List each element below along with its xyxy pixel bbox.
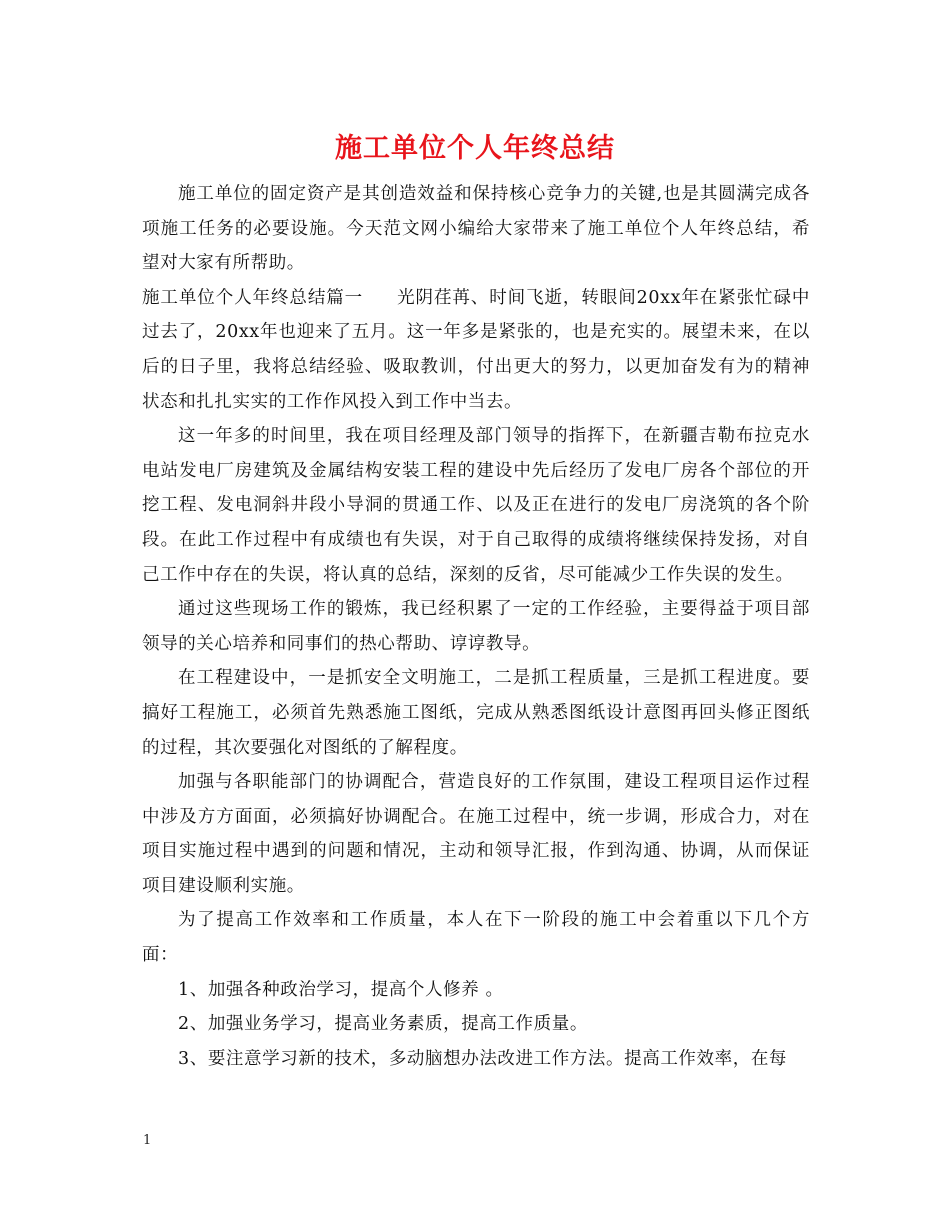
section-first-paragraph-text: 光阴荏苒、时间飞逝，转眼间20xx年在紧张忙碌中过去了，20xx年也迎来了五月。这一年多是紧张的，也是充实的。展望未来，在以后的日子里，我将总结经验、吸取教训，付出更大的努力，以更加奋发有为的精神状态和扎扎实实的工作作风投入到工作中当去。 xyxy=(142,287,811,412)
section-first-paragraph xyxy=(142,281,810,419)
intro-paragraph: 施工单位的固定资产是其创造效益和保持核心竞争力的关键,也是其圆满完成各项施工任务的必要设施。今天范文网小编给大家带来了施工单位个人年终总结，希望对大家有所帮助。 xyxy=(142,184,810,274)
body-paragraph: 加强与各职能部门的协调配合，营造良好的工作氛围，建设工程项目运作过程中涉及方方面面，必须搞好协调配合。在施工过程中，统一步调，形成合力，对在项目实施过程中遇到的问题和情况，主动和领导汇报，作到沟通、协调，从而保证项目建设顺利实施。 xyxy=(142,772,810,896)
page-number: 1 xyxy=(143,1133,152,1148)
list-item: 3、要注意学习新的技术，多动脑想办法改进工作方法。提高工作效率，在每 xyxy=(178,1048,788,1069)
body-paragraph: 在工程建设中，一是抓安全文明施工，二是抓工程质量，三是抓工程进度。要搞好工程施工，必须首先熟悉施工图纸，完成从熟悉图纸设计意图再回头修正图纸的过程，其次要强化对图纸的了解程度。 xyxy=(142,668,810,758)
body-paragraph: 为了提高工作效率和工作质量，本人在下一阶段的施工中会着重以下几个方面： xyxy=(142,910,810,966)
list-item: 2、加强业务学习，提高业务素质，提高工作质量。 xyxy=(178,1014,588,1035)
body-paragraph: 这一年多的时间里，我在项目经理及部门领导的指挥下，在新疆吉勒布拉克水电站发电厂房建筑及金属结构安装工程的建设中先后经历了发电厂房各个部位的开挖工程、发电洞斜井段小导洞的贯通工作、以及正在进行的发电厂房浇筑的各个阶段。在此工作过程中有成绩也有失误，对于自己取得的成绩将继续保持发扬，对自己工作中存在的失误，将认真的总结，深刻的反省，尽可能减少工作失误的发生。 xyxy=(142,426,810,585)
list-item: 1、加强各种政治学习，提高个人修养 。 xyxy=(178,979,504,1000)
body-paragraph: 通过这些现场工作的锻炼，我已经积累了一定的工作经验，主要得益于项目部领导的关心培养和同事们的热心帮助、谆谆教导。 xyxy=(142,599,810,654)
document-body xyxy=(142,177,810,1076)
section-heading: 施工单位个人年终总结篇一 xyxy=(142,287,364,308)
document-title: 施工单位个人年终总结 xyxy=(335,133,615,164)
